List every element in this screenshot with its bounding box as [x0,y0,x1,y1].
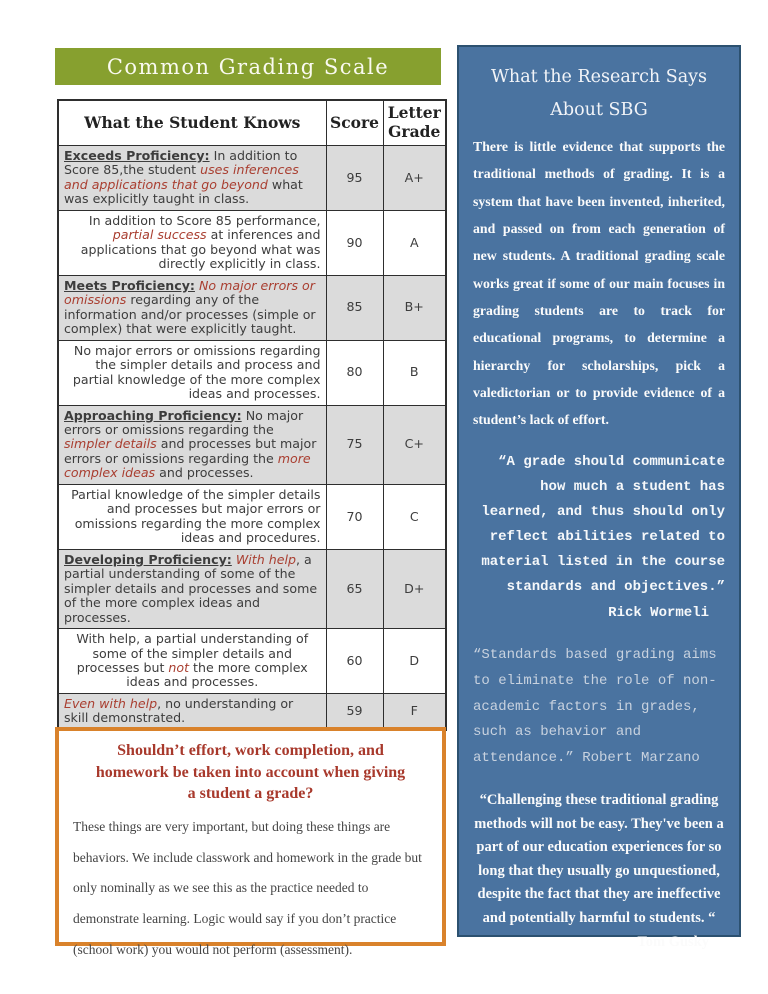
description-text: regarding any of the information and/or processes (simple or complex) that were explicitly taught. [64,292,316,337]
letter-grade-cell: D+ [383,549,446,628]
panel-title-line2: About SBG [550,100,648,120]
column-header-grade: Letter Grade [383,100,446,146]
quote-text: “Challenging these traditional grading methods will not be easy. They've been a part of our education experiences for so long that they usually go unquestioned, despite the fact that they are ineffective and potentially harmful to students. “ [474,792,724,926]
table-row [58,693,446,729]
letter-grade-cell: F [383,693,446,729]
column-header-knows: What the Student Knows [58,100,326,146]
page-title: Common Grading Scale [106,54,390,79]
letter-grade-cell: A [383,210,446,275]
research-quote [473,789,725,954]
description-text: , a partial understanding of some of the simpler details and processes and some of the more complex ideas and processes. [64,551,318,625]
description-text: the more complex ideas and processes. [126,660,308,690]
research-quote [473,450,725,625]
table-row [58,484,446,549]
row-description-cell [58,405,326,484]
score-cell: 75 [326,405,383,484]
description-text: and processes but major errors or omissions regarding the [64,436,317,466]
score-cell: 60 [326,629,383,694]
description-text: Partial knowledge of the simpler details and processes but major errors or omissions regarding the more complex ideas and procedures. [71,486,321,546]
proficiency-label: Exceeds Proficiency: [64,148,210,163]
score-cell: 59 [326,693,383,729]
letter-grade-cell: A+ [383,146,446,211]
research-quote [473,643,725,772]
letter-grade-cell: B [383,340,446,405]
emphasis-text: No major errors or omissions [64,277,315,308]
row-description-cell [58,146,326,211]
score-cell: 95 [326,146,383,211]
table-header-row [58,100,446,146]
panel-title-line1: What the Research Says [490,67,708,87]
row-description-cell [58,484,326,549]
panel-intro-paragraph: There is little evidence that supports the traditional methods of grading. It is a system that have been invented, inherited, and passed on from each generation of new students. A traditional grading scale works great if some of our main focuses in grading students are to track for educational programs, to determine a hierarchy for scholarships, pick a valedictorian or to provide evidence of a student’s lack of effort. [473,139,725,428]
table-row [58,405,446,484]
table-row [58,210,446,275]
row-description-cell [58,340,326,405]
score-cell: 85 [326,275,383,340]
score-cell: 90 [326,210,383,275]
column-header-score: Score [326,100,383,146]
quote-text: “Standards based grading aims to eliminate the role of non-academic factors in grades, such as behavior and attendance.” Robert Marzano [473,646,717,767]
emphasis-text: With help [235,551,296,567]
score-cell: 70 [326,484,383,549]
table-row [58,146,446,211]
emphasis-text: not [168,660,190,675]
description-text: what was explicitly taught in class. [64,176,303,207]
row-description-cell [58,629,326,694]
description-text: In addition to Score 85 performance, [88,212,321,228]
table-row [58,549,446,628]
emphasis-text: more complex ideas [64,450,311,481]
description-text: With help, a partial understanding of some of the simpler details and processes but [76,631,309,675]
quotes-section [473,450,725,954]
panel-title [473,67,725,120]
quote-text: “A grade should communicate how much a student has learned, and thus should only reflect abilities related to material listed in the course standards and objectives.” [481,454,725,595]
letter-grade-cell: B+ [383,275,446,340]
letter-grade-cell: D [383,629,446,694]
description-text: No major errors or omissions regarding the simpler details and process and partial knowledge of the more complex ideas and processes. [72,342,321,402]
page-title-banner [55,48,441,85]
quote-attribution: Rick Wormeli [608,604,709,621]
description-text: at inferences and applications that go beyond what was directly explicitly in class. [80,227,321,272]
quote-attribution: Tom Gusky [637,934,709,951]
letter-grade-cell: C [383,484,446,549]
proficiency-label: Meets Proficiency: [64,277,195,293]
research-panel [457,45,741,951]
description-text: and processes. [155,465,254,481]
table-row [58,629,446,694]
grading-scale-table [57,99,447,731]
callout-body: These things are very important, but doing these things are behaviors. We include classwork and homework in the grade but only nominally as we see this as the practice needed to demonstrate learning. Logic would say if you don’t practice (school work) you would not perform (assessment). [73,818,422,957]
proficiency-label: Developing Proficiency: [64,551,232,567]
description-text: No major errors or omissions regarding the [64,407,304,437]
table-row [58,340,446,405]
row-description-cell [58,549,326,628]
effort-question-callout [55,727,446,957]
callout-title: Shouldn’t effort, work completion, and homework be taken into account when giving a student a grade? [95,742,406,803]
row-description-cell [58,693,326,729]
emphasis-text: Even with help [64,695,158,711]
row-description-cell [58,275,326,340]
score-cell: 65 [326,549,383,628]
emphasis-text: uses inferences and applications that go beyond [64,162,299,192]
score-cell: 80 [326,340,383,405]
emphasis-text: simpler details [64,436,157,452]
row-description-cell [58,210,326,275]
letter-grade-cell: C+ [383,405,446,484]
proficiency-label: Approaching Proficiency: [64,407,242,423]
emphasis-text: partial success [112,227,207,243]
table-row [58,275,446,340]
description-text: In addition to Score 85,the student [64,148,298,178]
description-text: , no understanding or skill demonstrated. [64,695,294,726]
